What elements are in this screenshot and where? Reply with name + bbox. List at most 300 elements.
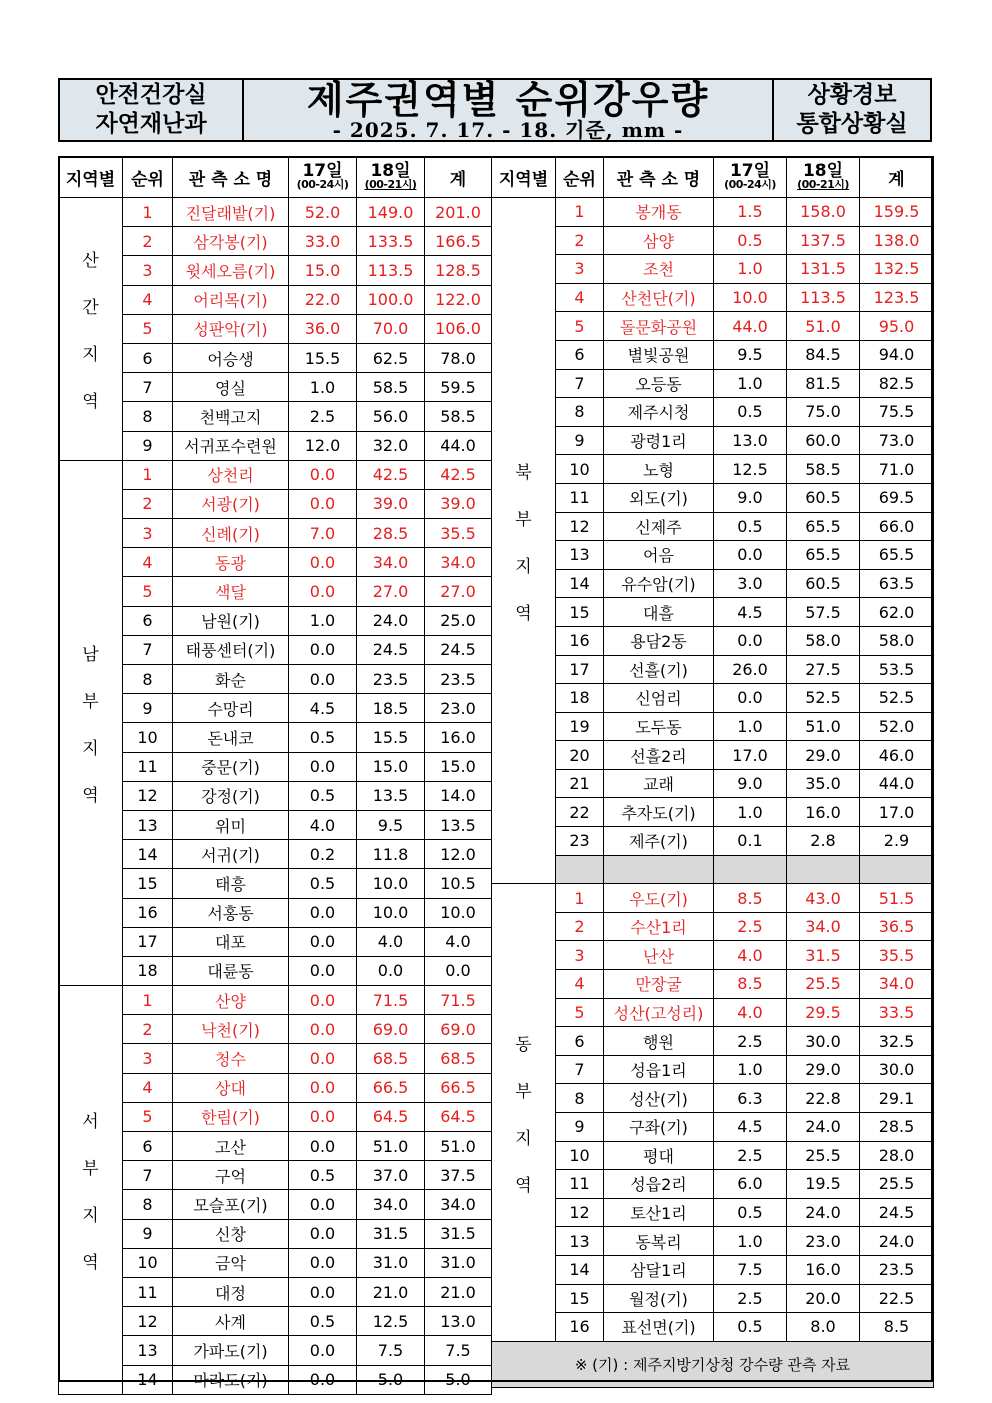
rain-total: 62.0 xyxy=(860,598,934,627)
rank-cell: 9 xyxy=(123,431,173,460)
table-row xyxy=(59,1073,492,1102)
rank-cell: 11 xyxy=(123,1277,173,1306)
station-name: 모슬포(기) xyxy=(173,1190,289,1219)
rain-day2: 51.0 xyxy=(787,712,860,741)
rain-day1: 6.0 xyxy=(714,1170,787,1199)
station-name: 구억 xyxy=(173,1161,289,1190)
station-name: 금악 xyxy=(173,1248,289,1277)
table-row xyxy=(59,986,492,1015)
rain-day1: 0.0 xyxy=(289,1044,357,1073)
rain-total: 2.9 xyxy=(860,827,934,856)
rain-total: 27.0 xyxy=(425,577,492,606)
region-label-text xyxy=(492,458,555,624)
table-row xyxy=(59,519,492,548)
rain-total: 16.0 xyxy=(425,723,492,752)
rain-total: 69.0 xyxy=(425,1015,492,1044)
rain-day2: 84.5 xyxy=(787,340,860,369)
rain-total: 122.0 xyxy=(425,285,492,314)
rank-cell: 7 xyxy=(123,1161,173,1190)
station-name: 천백고지 xyxy=(173,402,289,431)
rain-day1: 3.0 xyxy=(714,569,787,598)
region-char: 간 xyxy=(82,297,99,318)
rain-total: 23.5 xyxy=(425,665,492,694)
region-char: 산 xyxy=(82,250,99,271)
table-body-left xyxy=(59,198,492,1395)
station-name: 월정(기) xyxy=(604,1284,714,1313)
rain-day1: 0.0 xyxy=(289,956,357,985)
rain-total: 138.0 xyxy=(860,226,934,255)
table-row xyxy=(492,598,934,627)
rain-day2: 4.0 xyxy=(357,927,425,956)
table-row xyxy=(59,1277,492,1306)
department-line-1: 안전건강실 xyxy=(95,82,207,108)
station-name: 낙천(기) xyxy=(173,1015,289,1044)
rain-day1: 0.5 xyxy=(714,226,787,255)
rain-total: 35.5 xyxy=(860,941,934,970)
table-row xyxy=(59,665,492,694)
rain-day2: 25.5 xyxy=(787,1141,860,1170)
station-name: 어승생 xyxy=(173,343,289,372)
rain-day1: 0.0 xyxy=(289,1219,357,1248)
rain-day2: 57.5 xyxy=(787,598,860,627)
region-char: 부 xyxy=(82,691,99,712)
rain-day2: 133.5 xyxy=(357,227,425,256)
rain-day2: 27.5 xyxy=(787,655,860,684)
rainfall-table-right xyxy=(491,156,934,1388)
table-row xyxy=(492,340,934,369)
rain-day1: 0.0 xyxy=(289,1190,357,1219)
rain-day2: 22.8 xyxy=(787,1084,860,1113)
rank-cell: 15 xyxy=(556,598,604,627)
footnote: ※ (기) : 제주지방기상청 강수량 관측 자료 xyxy=(492,1341,934,1387)
table-row xyxy=(492,255,934,284)
table-row xyxy=(492,312,934,341)
col-region: 지역별 xyxy=(59,157,123,198)
office-line-1: 상황경보 xyxy=(807,82,897,108)
rank-cell: 3 xyxy=(123,519,173,548)
station-name: 구좌(기) xyxy=(604,1113,714,1142)
rain-day1: 0.0 xyxy=(289,1365,357,1394)
rain-total: 36.5 xyxy=(860,912,934,941)
station-name: 용담2동 xyxy=(604,626,714,655)
rain-day2: 25.5 xyxy=(787,970,860,999)
station-name: 어리목(기) xyxy=(173,285,289,314)
rain-day2: 8.0 xyxy=(787,1313,860,1342)
table-row xyxy=(59,1044,492,1073)
rain-day2: 70.0 xyxy=(357,314,425,343)
rain-total: 34.0 xyxy=(425,548,492,577)
rank-cell: 4 xyxy=(123,285,173,314)
table-row xyxy=(492,970,934,999)
rain-day1: 33.0 xyxy=(289,227,357,256)
station-name: 추자도(기) xyxy=(604,798,714,827)
table-row xyxy=(59,343,492,372)
rain-day2: 24.0 xyxy=(787,1198,860,1227)
rain-total: 75.5 xyxy=(860,398,934,427)
rain-day1: 0.0 xyxy=(289,548,357,577)
station-name: 토산1리 xyxy=(604,1198,714,1227)
rain-day2: 10.0 xyxy=(357,898,425,927)
rain-day1: 0.0 xyxy=(289,898,357,927)
rank-cell: 2 xyxy=(123,489,173,518)
rank-cell: 9 xyxy=(556,1113,604,1142)
blank-row xyxy=(492,855,934,884)
rank-cell: 12 xyxy=(556,512,604,541)
rain-total: 95.0 xyxy=(860,312,934,341)
rank-cell: 6 xyxy=(123,606,173,635)
station-name: 태흥 xyxy=(173,869,289,898)
rank-cell: 12 xyxy=(556,1198,604,1227)
rain-day1: 0.0 xyxy=(289,1015,357,1044)
table-row xyxy=(492,1284,934,1313)
rain-total: 51.5 xyxy=(860,884,934,913)
region-char: 지 xyxy=(82,344,99,365)
rain-day2: 31.5 xyxy=(787,941,860,970)
rain-day1: 17.0 xyxy=(714,741,787,770)
rank-cell: 4 xyxy=(556,970,604,999)
station-name: 광령1리 xyxy=(604,426,714,455)
station-name: 봉개동 xyxy=(604,198,714,227)
station-name: 삼양 xyxy=(604,226,714,255)
station-name: 유수암(기) xyxy=(604,569,714,598)
rain-day1: 0.0 xyxy=(289,1102,357,1131)
rain-day1: 7.5 xyxy=(714,1255,787,1284)
rain-day1: 2.5 xyxy=(289,402,357,431)
table-row xyxy=(492,1255,934,1284)
rain-day2: 149.0 xyxy=(357,198,425,227)
rain-day1: 9.0 xyxy=(714,483,787,512)
rain-total: 10.5 xyxy=(425,869,492,898)
rain-day2: 39.0 xyxy=(357,489,425,518)
rank-cell: 11 xyxy=(556,1170,604,1199)
rain-total: 64.5 xyxy=(425,1102,492,1131)
rain-day2: 32.0 xyxy=(357,431,425,460)
region-char: 지 xyxy=(515,556,532,577)
rank-cell: 7 xyxy=(123,373,173,402)
table-row xyxy=(492,1198,934,1227)
station-name: 도두동 xyxy=(604,712,714,741)
rank-cell: 1 xyxy=(123,460,173,489)
rank-cell: 2 xyxy=(556,912,604,941)
table-row xyxy=(492,1227,934,1256)
rank-cell: 8 xyxy=(123,402,173,431)
rank-cell: 13 xyxy=(123,810,173,839)
table-header-row xyxy=(492,157,934,198)
region-label xyxy=(59,198,123,461)
rain-day1: 0.0 xyxy=(289,460,357,489)
rain-day2: 60.5 xyxy=(787,569,860,598)
rain-day2: 9.5 xyxy=(357,810,425,839)
station-name: 영실 xyxy=(173,373,289,402)
table-row xyxy=(59,1365,492,1394)
table-row xyxy=(59,489,492,518)
rain-day1: 0.0 xyxy=(289,665,357,694)
table-row xyxy=(59,1132,492,1161)
table-row xyxy=(492,684,934,713)
rain-total: 17.0 xyxy=(860,798,934,827)
table-row xyxy=(492,884,934,913)
rain-total: 29.1 xyxy=(860,1084,934,1113)
rank-cell: 1 xyxy=(123,198,173,227)
col-day2 xyxy=(787,157,860,198)
rank-cell: 16 xyxy=(556,626,604,655)
rank-cell: 21 xyxy=(556,769,604,798)
rain-day2: 34.0 xyxy=(787,912,860,941)
table-row xyxy=(492,712,934,741)
station-name: 화순 xyxy=(173,665,289,694)
rank-cell: 5 xyxy=(556,998,604,1027)
rain-total: 128.5 xyxy=(425,256,492,285)
station-name: 진달래밭(기) xyxy=(173,198,289,227)
rank-cell: 10 xyxy=(123,1248,173,1277)
rain-day1: 0.0 xyxy=(289,577,357,606)
col-station: 관 측 소 명 xyxy=(173,157,289,198)
table-row xyxy=(59,898,492,927)
table-row xyxy=(492,512,934,541)
table-row xyxy=(59,227,492,256)
rank-cell: 1 xyxy=(123,986,173,1015)
rain-day1: 4.5 xyxy=(714,1113,787,1142)
table-body-right xyxy=(492,198,934,1388)
rank-cell: 7 xyxy=(123,635,173,664)
rank-cell: 4 xyxy=(123,1073,173,1102)
rain-day2: 10.0 xyxy=(357,869,425,898)
rain-total: 69.5 xyxy=(860,483,934,512)
rain-day2: 81.5 xyxy=(787,369,860,398)
col-rank: 순위 xyxy=(556,157,604,198)
table-row xyxy=(492,369,934,398)
col-total: 계 xyxy=(860,157,934,198)
station-name: 색달 xyxy=(173,577,289,606)
rain-day2: 15.5 xyxy=(357,723,425,752)
rain-day1: 0.0 xyxy=(289,1277,357,1306)
blank-cell xyxy=(860,855,934,884)
rain-day2: 27.0 xyxy=(357,577,425,606)
rain-day1: 0.0 xyxy=(714,626,787,655)
rain-day1: 9.5 xyxy=(714,340,787,369)
rain-total: 42.5 xyxy=(425,460,492,489)
region-char: 지 xyxy=(82,1205,99,1226)
table-row xyxy=(59,927,492,956)
station-name: 삼각봉(기) xyxy=(173,227,289,256)
table-row xyxy=(59,1102,492,1131)
rain-total: 13.5 xyxy=(425,810,492,839)
rain-day2: 58.5 xyxy=(787,455,860,484)
rain-day1: 0.0 xyxy=(289,1248,357,1277)
region-char: 지 xyxy=(82,738,99,759)
rain-day2: 24.5 xyxy=(357,635,425,664)
station-name: 한림(기) xyxy=(173,1102,289,1131)
col-day1 xyxy=(714,157,787,198)
rain-day2: 113.5 xyxy=(357,256,425,285)
rain-total: 25.5 xyxy=(860,1170,934,1199)
rain-day1: 8.5 xyxy=(714,884,787,913)
rain-total: 71.5 xyxy=(425,986,492,1015)
rank-cell: 15 xyxy=(123,869,173,898)
rain-total: 51.0 xyxy=(425,1132,492,1161)
department-box xyxy=(60,80,244,140)
station-name: 신엄리 xyxy=(604,684,714,713)
table-row xyxy=(492,941,934,970)
rank-cell: 8 xyxy=(556,1084,604,1113)
rain-total: 22.5 xyxy=(860,1284,934,1313)
rank-cell: 15 xyxy=(556,1284,604,1313)
rain-day1: 1.0 xyxy=(714,712,787,741)
rain-day1: 1.0 xyxy=(714,1227,787,1256)
rain-total: 32.5 xyxy=(860,1027,934,1056)
table-row xyxy=(492,198,934,227)
rain-day2: 64.5 xyxy=(357,1102,425,1131)
rank-cell: 8 xyxy=(556,398,604,427)
rain-total: 4.0 xyxy=(425,927,492,956)
table-row xyxy=(492,226,934,255)
rain-day2: 158.0 xyxy=(787,198,860,227)
station-name: 오등동 xyxy=(604,369,714,398)
col-rank: 순위 xyxy=(123,157,173,198)
table-row xyxy=(59,956,492,985)
rain-total: 31.0 xyxy=(425,1248,492,1277)
table-row xyxy=(492,741,934,770)
station-name: 노형 xyxy=(604,455,714,484)
table-row xyxy=(492,798,934,827)
rain-day1: 0.5 xyxy=(714,1198,787,1227)
rain-day1: 2.5 xyxy=(714,912,787,941)
page-subtitle: - 2025. 7. 17. - 18. 기준, mm - xyxy=(332,118,684,142)
rank-cell: 6 xyxy=(556,340,604,369)
rain-total: 65.5 xyxy=(860,541,934,570)
rain-day2: 11.8 xyxy=(357,840,425,869)
rain-day1: 0.0 xyxy=(289,986,357,1015)
col-day1-label: 17일 xyxy=(302,161,343,181)
rain-day1: 4.5 xyxy=(714,598,787,627)
rank-cell: 5 xyxy=(123,577,173,606)
station-name: 위미 xyxy=(173,810,289,839)
rain-day1: 0.0 xyxy=(289,1073,357,1102)
region-char: 역 xyxy=(82,1252,99,1273)
rank-cell: 14 xyxy=(556,1255,604,1284)
rank-cell: 6 xyxy=(123,343,173,372)
rain-total: 66.5 xyxy=(425,1073,492,1102)
rain-day1: 10.0 xyxy=(714,283,787,312)
rain-day1: 0.5 xyxy=(289,1161,357,1190)
rain-total: 7.5 xyxy=(425,1336,492,1365)
rain-day1: 0.5 xyxy=(714,398,787,427)
rank-cell: 7 xyxy=(556,369,604,398)
office-box xyxy=(772,80,930,140)
rain-day2: 30.0 xyxy=(787,1027,860,1056)
rain-total: 21.0 xyxy=(425,1277,492,1306)
rain-day1: 0.0 xyxy=(289,752,357,781)
rain-day1: 0.0 xyxy=(289,489,357,518)
rank-cell: 23 xyxy=(556,827,604,856)
rain-day2: 24.0 xyxy=(787,1113,860,1142)
office-line-2: 통합상황실 xyxy=(796,111,908,137)
rain-day2: 37.0 xyxy=(357,1161,425,1190)
rain-day1: 8.5 xyxy=(714,970,787,999)
rain-total: 166.5 xyxy=(425,227,492,256)
rank-cell: 22 xyxy=(556,798,604,827)
table-row xyxy=(59,781,492,810)
station-name: 대륜동 xyxy=(173,956,289,985)
rank-cell: 14 xyxy=(556,569,604,598)
rain-day1: 15.0 xyxy=(289,256,357,285)
table-row xyxy=(492,1084,934,1113)
rain-total: 52.0 xyxy=(860,712,934,741)
table-row xyxy=(492,827,934,856)
rank-cell: 13 xyxy=(123,1336,173,1365)
rain-total: 46.0 xyxy=(860,741,934,770)
rank-cell: 10 xyxy=(556,455,604,484)
region-label-text xyxy=(59,246,122,412)
station-name: 선흘(기) xyxy=(604,655,714,684)
rain-day2: 20.0 xyxy=(787,1284,860,1313)
table-row xyxy=(492,1055,934,1084)
rank-cell: 6 xyxy=(123,1132,173,1161)
rain-day2: 31.0 xyxy=(357,1248,425,1277)
rank-cell: 16 xyxy=(556,1313,604,1342)
blank-cell xyxy=(714,855,787,884)
rank-cell: 10 xyxy=(123,723,173,752)
rank-cell: 12 xyxy=(123,781,173,810)
rain-total: 73.0 xyxy=(860,426,934,455)
footnote-row xyxy=(492,1341,934,1387)
station-name: 대흘 xyxy=(604,598,714,627)
rain-day1: 0.0 xyxy=(289,1336,357,1365)
rank-cell: 7 xyxy=(556,1055,604,1084)
station-name: 선흘2리 xyxy=(604,741,714,770)
rain-day2: 60.5 xyxy=(787,483,860,512)
rank-cell: 16 xyxy=(123,898,173,927)
rain-day1: 1.0 xyxy=(714,369,787,398)
rain-total: 0.0 xyxy=(425,956,492,985)
table-row xyxy=(59,431,492,460)
table-row xyxy=(59,577,492,606)
region-label xyxy=(492,198,556,884)
page-title: 제주권역별 순위강우량 xyxy=(306,78,710,122)
table-row xyxy=(59,1219,492,1248)
rank-cell: 2 xyxy=(556,226,604,255)
station-name: 별빛공원 xyxy=(604,340,714,369)
rain-total: 58.0 xyxy=(860,626,934,655)
rain-day2: 34.0 xyxy=(357,548,425,577)
rank-cell: 9 xyxy=(123,1219,173,1248)
region-char: 북 xyxy=(515,462,532,483)
rain-day2: 29.0 xyxy=(787,1055,860,1084)
table-row xyxy=(492,998,934,1027)
rain-total: 39.0 xyxy=(425,489,492,518)
rain-day1: 1.0 xyxy=(289,606,357,635)
station-name: 신제주 xyxy=(604,512,714,541)
rain-total: 15.0 xyxy=(425,752,492,781)
rain-total: 5.0 xyxy=(425,1365,492,1394)
region-label xyxy=(59,986,123,1395)
rain-total: 12.0 xyxy=(425,840,492,869)
table-row xyxy=(492,626,934,655)
rain-total: 23.5 xyxy=(860,1255,934,1284)
rain-total: 123.5 xyxy=(860,283,934,312)
rank-cell: 14 xyxy=(123,1365,173,1394)
rank-cell: 5 xyxy=(123,1102,173,1131)
station-name: 동광 xyxy=(173,548,289,577)
station-name: 평대 xyxy=(604,1141,714,1170)
rank-cell: 13 xyxy=(556,541,604,570)
rank-cell: 5 xyxy=(123,314,173,343)
table-row xyxy=(59,606,492,635)
station-name: 외도(기) xyxy=(604,483,714,512)
table-row xyxy=(492,569,934,598)
table-row xyxy=(59,635,492,664)
station-name: 제주(기) xyxy=(604,827,714,856)
